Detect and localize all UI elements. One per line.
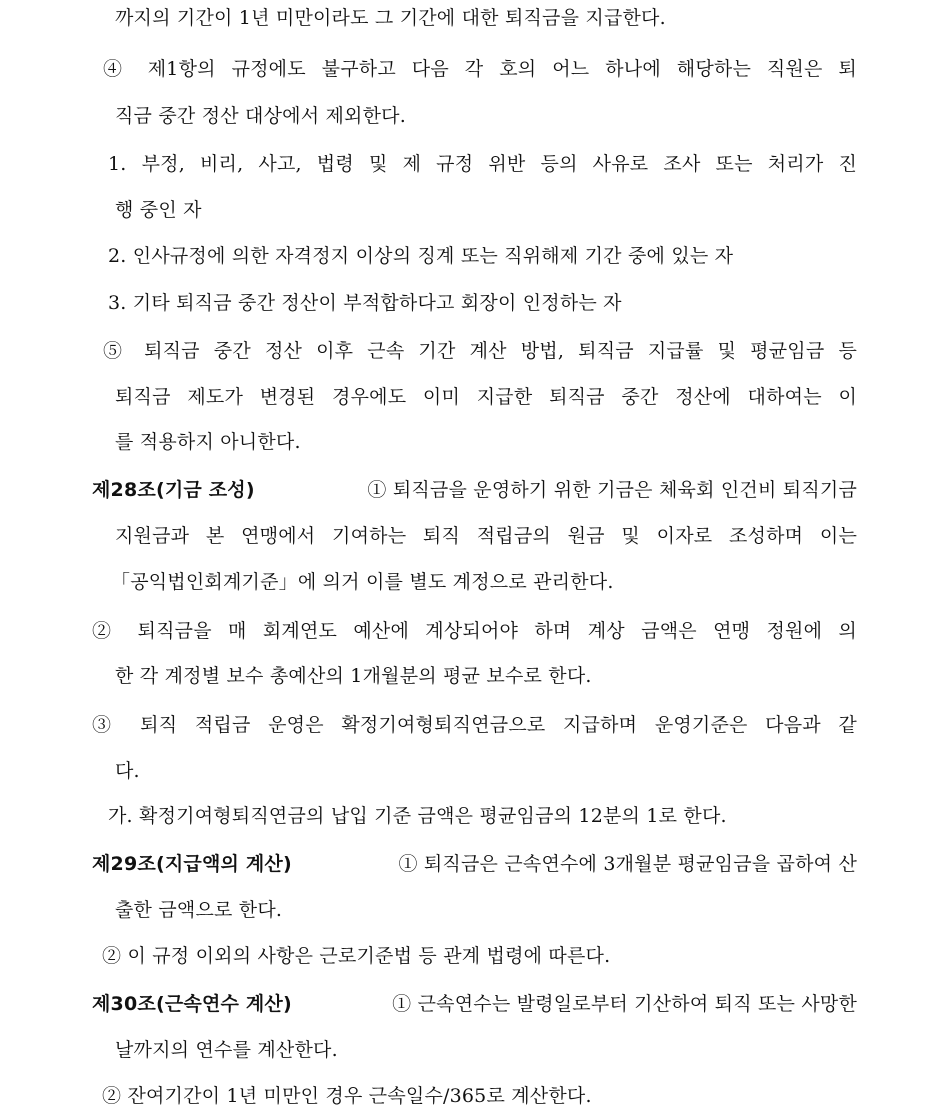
article-29-text: ① 퇴직금은 근속연수에 3개월분 평균임금을 곱하여 산 xyxy=(398,853,857,875)
text-line: 날까지의 연수를 계산한다. xyxy=(115,1039,338,1061)
article-29-heading: 제29조(지급액의 계산) xyxy=(92,853,292,875)
article-30-heading: 제30조(근속연수 계산) xyxy=(92,993,292,1015)
clause-5: ⑤ 퇴직금 중간 정산 이후 근속 기간 계산 방법, 퇴직금 지급률 및 평균임금 등 xyxy=(103,340,857,362)
article-28-text: ① 퇴직금을 운영하기 위한 기금은 체육회 인건비 퇴직기금 xyxy=(367,479,857,501)
text-line: 지원금과 본 연맹에서 기여하는 퇴직 적립금의 원금 및 이자로 조성하며 이는 xyxy=(115,525,857,547)
article-30 xyxy=(92,992,857,1016)
text-line: 행 중인 자 xyxy=(115,199,202,221)
text-line: 직금 중간 정산 대상에서 제외한다. xyxy=(115,105,406,127)
text-line: 한 각 계정별 보수 총예산의 1개월분의 평균 보수로 한다. xyxy=(115,665,592,687)
text-line: 를 적용하지 아니한다. xyxy=(115,431,301,453)
text-line: 「공익법인회계기준」에 의거 이를 별도 계정으로 관리한다. xyxy=(111,571,614,593)
article-29-clause-2: ② 이 규정 이외의 사항은 근로기준법 등 관계 법령에 따른다. xyxy=(102,945,611,967)
item-3: 3. 기타 퇴직금 중간 정산이 부적합하다고 회장이 인정하는 자 xyxy=(108,292,622,314)
article-28 xyxy=(92,478,857,502)
article-28-clause-3: ③ 퇴직 적립금 운영은 확정기여형퇴직연금으로 지급하며 운영기준은 다음과 같 xyxy=(92,714,857,736)
article-29 xyxy=(92,852,857,876)
article-28-item-ga: 가. 확정기여형퇴직연금의 납입 기준 금액은 평균임금의 12분의 1로 한다. xyxy=(108,805,727,827)
text-line: 까지의 기간이 1년 미만이라도 그 기간에 대한 퇴직금을 지급한다. xyxy=(115,7,666,29)
clause-4: ④ 제1항의 규정에도 불구하고 다음 각 호의 어느 하나에 해당하는 직원은 퇴 xyxy=(103,58,857,80)
text-line: 다. xyxy=(115,760,140,782)
text-line: 퇴직금 제도가 변경된 경우에도 이미 지급한 퇴직금 중간 정산에 대하여는 이 xyxy=(115,386,857,408)
item-2: 2. 인사규정에 의한 자격정지 이상의 징계 또는 직위해제 기간 중에 있는 자 xyxy=(108,245,734,267)
article-30-clause-2: ② 잔여기간이 1년 미만인 경우 근속일수/365로 계산한다. xyxy=(102,1085,592,1107)
article-30-text: ① 근속연수는 발령일로부터 기산하여 퇴직 또는 사망한 xyxy=(392,993,857,1015)
article-28-clause-2: ② 퇴직금을 매 회계연도 예산에 계상되어야 하며 계상 금액은 연맹 정원에 의 xyxy=(92,620,857,642)
text-line: 출한 금액으로 한다. xyxy=(115,899,283,921)
article-28-heading: 제28조(기금 조성) xyxy=(92,479,255,501)
item-1: 1. 부정, 비리, 사고, 법령 및 제 규정 위반 등의 사유로 조사 또는 처리가 진 xyxy=(108,153,857,175)
